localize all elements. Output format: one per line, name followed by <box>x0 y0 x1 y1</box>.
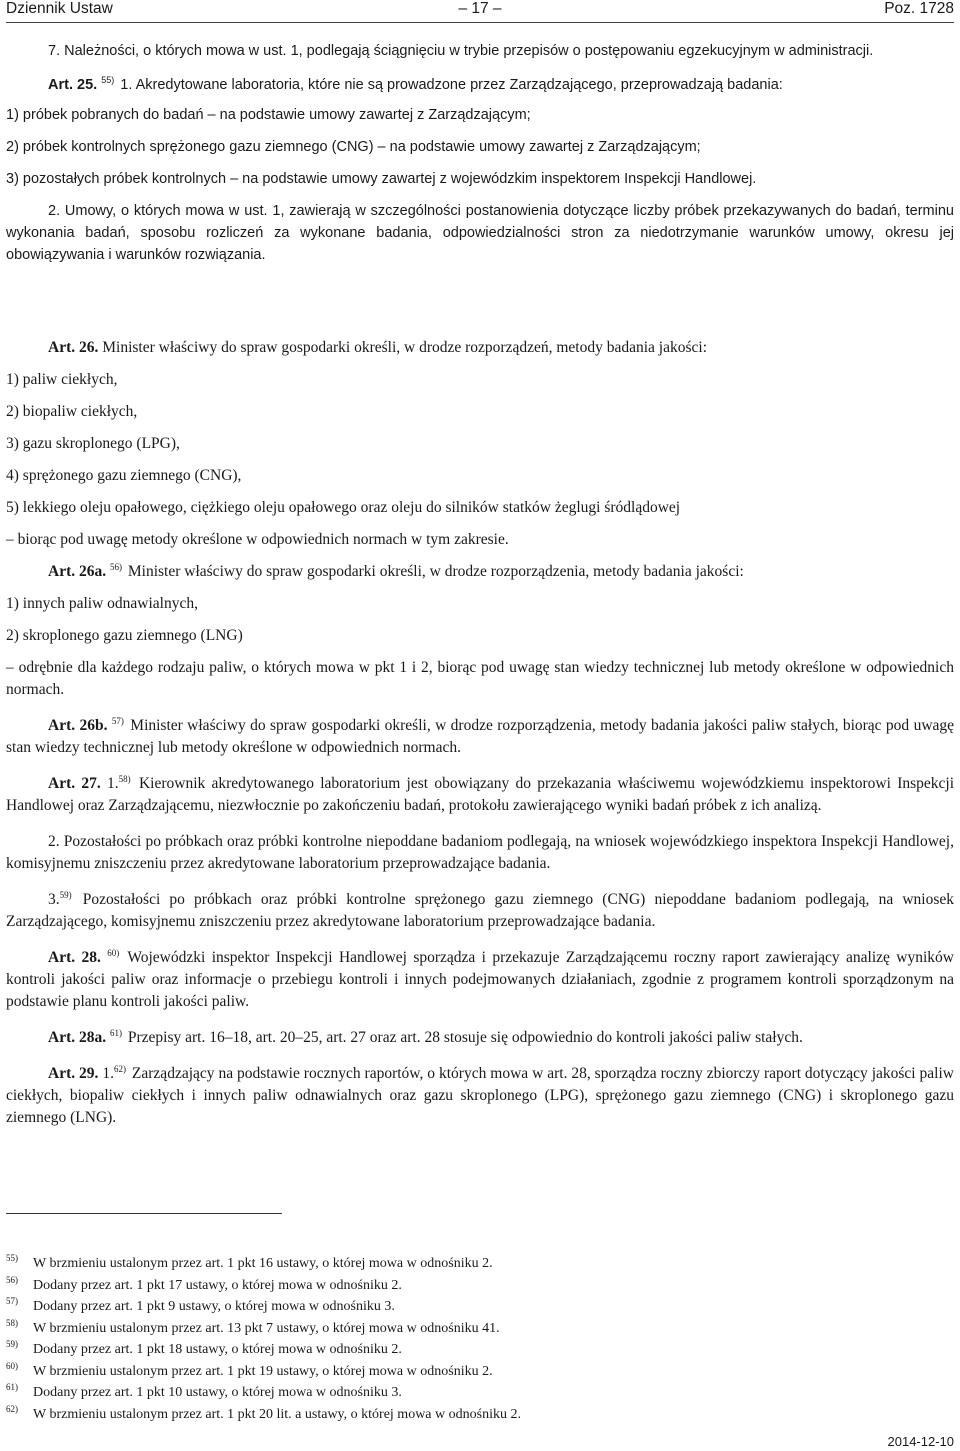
article-26b <box>6 715 954 759</box>
article-28a <box>6 1027 954 1049</box>
footnote-text: W brzmieniu ustalonym przez art. 13 pkt 7 ustawy, o której mowa w odnośniku 41. <box>33 1320 500 1336</box>
footnote-text: Dodany przez art. 1 pkt 17 ustawy, o której mowa w odnośniku 2. <box>33 1277 402 1293</box>
article-label: Art. 26. <box>48 339 99 356</box>
footnote-text: Dodany przez art. 1 pkt 10 ustawy, o której mowa w odnośniku 3. <box>33 1385 402 1400</box>
article-label: Art. 25. <box>48 77 98 93</box>
list-item: 2) biopaliw ciekłych, <box>6 403 138 420</box>
paragraph-text: Zarządzający na podstawie rocznych raportów, o których mowa w art. 28, sporządza roczny zbiorczy raport dotyczący jakości paliw ciekłych, biopaliw ciekłych i innych paliw odnawialnych oraz gazu skroplonego (LPG), sprężonego gazu ziemnego (CNG) i skroplonego gazu ziemnego (LNG). <box>6 1065 954 1126</box>
article-26-intro <box>6 337 954 359</box>
paragraph-number: 3. <box>48 891 60 908</box>
document-body-serif <box>6 337 954 1129</box>
footnote-ref: 59) <box>59 890 72 900</box>
footnote <box>6 1318 954 1340</box>
list-item: 4) sprężonego gazu ziemnego (CNG), <box>6 467 242 484</box>
header-divider <box>6 22 954 23</box>
page-header <box>6 0 954 22</box>
paragraph-number: 1. <box>107 775 119 792</box>
journal-title: Dziennik Ustaw <box>6 0 113 17</box>
footnote-number: 61) <box>6 1382 18 1392</box>
page-number: – 17 – <box>458 0 502 17</box>
article-28 <box>6 947 954 1013</box>
paragraph-text: Wojewódzki inspektor Inspekcji Handlowej sporządza i przekazuje Zarządzającemu roczny raport zawierający analizę wyników kontroli jakości paliw oraz informacje o przebiegu kontroli i innych podejmowanych działaniach, zgodnie z programem kontroli sporządzonym na podstawie planu kontroli jakości paliw. <box>6 949 954 1010</box>
paragraph: 7. Należności, o których mowa w ust. 1, podlegają ściągnięciu w trybie przepisów o postępowaniu egzekucyjnym w administracji. <box>48 43 874 59</box>
footnote-number: 60) <box>6 1360 18 1371</box>
article-label: Art. 29. <box>48 1065 99 1082</box>
article-29 <box>6 1063 954 1129</box>
paragraph: 2. Umowy, o których mowa w ust. 1, zawierają w szczególności postanowienia dotyczące liczby próbek przekazywanych do badań, terminu wykonania badań, sposobu rozliczeń za wykonane badania, odpowiedzialności stron za niedotrzymanie warunków umowy, okresu jej obowiązywania i warunków rozwiązania. <box>6 203 954 263</box>
footnote <box>6 1339 954 1361</box>
publication-date: 2014-12-10 <box>887 1434 954 1449</box>
footnote-divider <box>6 1213 282 1214</box>
paragraph-text: Minister właściwy do spraw gospodarki określi, w drodze rozporządzeń, metody badania jakości: <box>102 339 708 356</box>
footnote <box>6 1404 954 1426</box>
paragraph-text: Przepisy art. 16–18, art. 20–25, art. 27 oraz art. 28 stosuje się odpowiednio do kontroli jakości paliw stałych. <box>127 1029 803 1046</box>
footnote-number: 62) <box>6 1403 18 1414</box>
list-item: 1) próbek pobranych do badań – na podstawie umowy zawartej z Zarządzającym; <box>6 107 531 123</box>
list-item: 2) skroplonego gazu ziemnego (LNG) <box>6 627 243 644</box>
list-item: 3) gazu skroplonego (LPG), <box>6 435 180 452</box>
paragraph-text: 1. Akredytowane laboratoria, które nie są prowadzone przez Zarządzającego, przeprowadzają badania: <box>120 77 783 93</box>
footnotes <box>6 1253 954 1425</box>
article-label: Art. 26b. <box>48 717 108 734</box>
footnote-ref: 60) <box>107 948 120 958</box>
footnote-text: W brzmieniu ustalonym przez art. 1 pkt 16 ustawy, o której mowa w odnośniku 2. <box>33 1256 493 1271</box>
article-25-intro <box>6 74 954 96</box>
footnote-ref: 58) <box>118 774 131 784</box>
footnote-text: Dodany przez art. 1 pkt 18 ustawy, o której mowa w odnośniku 2. <box>33 1342 402 1357</box>
footnote-text: W brzmieniu ustalonym przez art. 1 pkt 19 ustawy, o której mowa w odnośniku 2. <box>33 1363 493 1379</box>
footnote-number: 56) <box>6 1274 18 1285</box>
footnote <box>6 1296 954 1318</box>
footnote-number: 59) <box>6 1339 18 1349</box>
footnote-ref: 55) <box>101 75 115 85</box>
footnote-ref: 61) <box>110 1028 122 1038</box>
footnote-number: 57) <box>6 1296 18 1306</box>
document-body <box>6 40 954 266</box>
footnote <box>6 1253 954 1275</box>
paragraph-text: Pozostałości po próbkach oraz próbki kontrolne sprężonego gazu ziemnego (CNG) niepoddane badaniom podlegają, na wniosek Zarządzającego, komisyjnemu zniszczeniu przez akredytowane laboratorium przeprowadzające badania. <box>6 891 954 930</box>
paragraph: – odrębnie dla każdego rodzaju paliw, o których mowa w pkt 1 i 2, biorąc pod uwagę stan wiedzy technicznej lub metody określone w odpowiednich normach. <box>6 659 954 698</box>
footnote <box>6 1361 954 1383</box>
footnote-text: Dodany przez art. 1 pkt 9 ustawy, o której mowa w odnośniku 3. <box>33 1299 395 1314</box>
list-item: 2) próbek kontrolnych sprężonego gazu ziemnego (CNG) – na podstawie umowy zawartej z Zarządzającym; <box>6 139 701 155</box>
article-label: Art. 27. <box>48 775 101 792</box>
footnote-number: 58) <box>6 1317 18 1328</box>
article-26a-intro <box>6 561 954 583</box>
footnote <box>6 1275 954 1297</box>
article-27-p1 <box>6 773 954 817</box>
footnote-number: 55) <box>6 1253 18 1263</box>
article-27-p3 <box>6 889 954 933</box>
paragraph-text: Kierownik akredytowanego laboratorium jest obowiązany do przekazania właściwemu wojewódzkiemu inspektorowi Inspekcji Handlowej oraz Zarządzającemu, niezwłocznie po zakończeniu badań, protokołu zawierającego wyniki badań próbek z ich analizą. <box>6 775 955 814</box>
paragraph-text: Minister właściwy do spraw gospodarki określi, w drodze rozporządzenia, metody badania jakości paliw stałych, biorąc pod uwagę stan wiedzy technicznej lub metody określone w odpowiednich normach. <box>6 717 955 756</box>
footnote-ref: 57) <box>111 716 124 726</box>
list-item: 3) pozostałych próbek kontrolnych – na podstawie umowy zawartej z wojewódzkim inspektorem Inspekcji Handlowej. <box>6 171 757 187</box>
footnote-ref: 56) <box>110 562 122 572</box>
list-item: 1) paliw ciekłych, <box>6 371 118 388</box>
paragraph-text: Minister właściwy do spraw gospodarki określi, w drodze rozporządzenia, metody badania jakości: <box>127 563 744 580</box>
article-label: Art. 28a. <box>48 1029 107 1046</box>
list-item: 5) lekkiego oleju opałowego, ciężkiego oleju opałowego oraz oleju do silników statków żeglugi śródlądowej <box>6 499 681 516</box>
footnote-ref: 62) <box>113 1064 126 1074</box>
footnote-text: W brzmieniu ustalonym przez art. 1 pkt 20 lit. a ustawy, o której mowa w odnośniku 2. <box>33 1406 521 1422</box>
article-label: Art. 28. <box>48 949 101 966</box>
article-label: Art. 26a. <box>48 563 107 580</box>
paragraph: 2. Pozostałości po próbkach oraz próbki kontrolne niepoddane badaniom podlegają, na wniosek wojewódzkiego inspektora Inspekcji Handlowej, komisyjnemu zniszczeniu przez akredytowane laboratorium przeprowadzające badania. <box>6 833 954 872</box>
paragraph-number: 1. <box>102 1065 114 1082</box>
position-number: Poz. 1728 <box>884 0 954 17</box>
list-item: 1) innych paliw odnawialnych, <box>6 595 198 612</box>
paragraph: – biorąc pod uwagę metody określone w odpowiednich normach w tym zakresie. <box>6 531 509 548</box>
footnote <box>6 1382 954 1404</box>
